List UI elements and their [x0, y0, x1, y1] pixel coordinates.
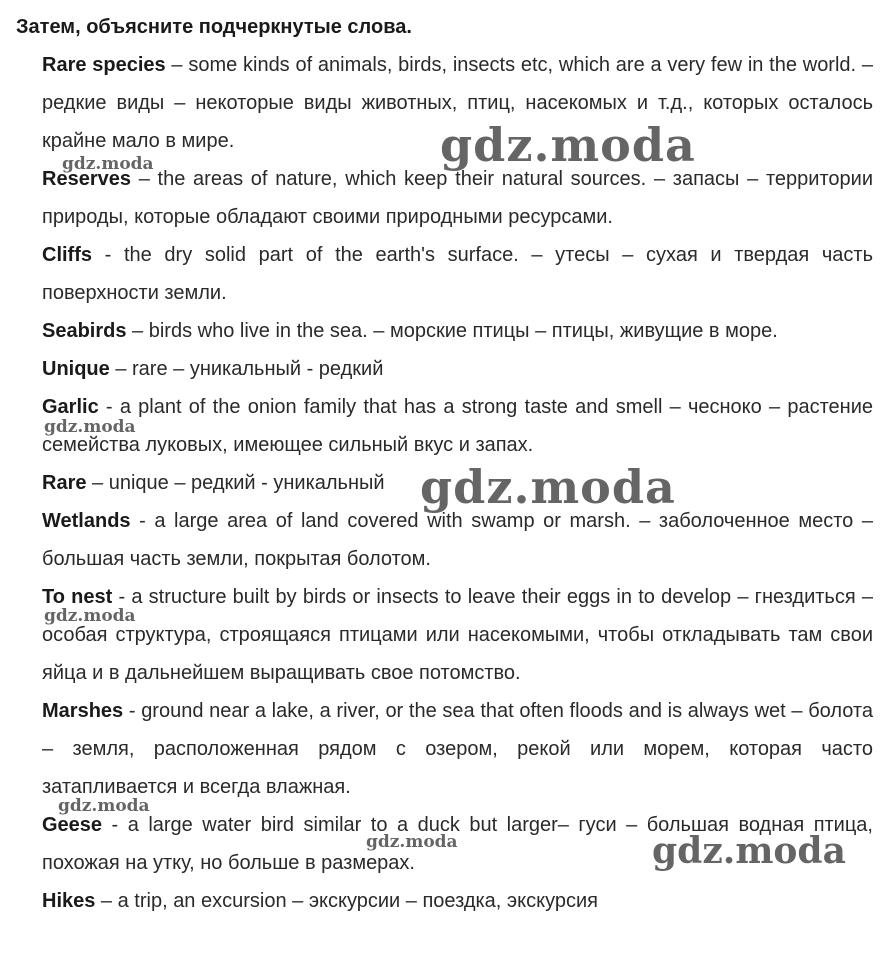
entry-term: Rare — [42, 472, 87, 494]
entry-definition: - a large water bird similar to a duck but larger– гуси – большая водная птица, похожая на утку, но больше в размерах. — [42, 814, 873, 874]
glossary-entry — [42, 160, 873, 236]
entry-definition: - a structure built by birds or insects to leave their eggs in to develop – гнездиться – особая структура, строящаяся птицами или насекомыми, чтобы откладывать там свои яйца и в дальнейшем выращивать свое потомство. — [42, 586, 873, 684]
glossary-entry — [42, 692, 873, 806]
watermark: gdz.moda — [44, 606, 136, 626]
glossary-entry — [42, 464, 873, 502]
entry-definition: – the areas of nature, which keep their natural sources. – запасы – территории природы, которые обладают своими природными ресурсами. — [42, 168, 873, 228]
entry-definition: - the dry solid part of the earth's surface. – утесы – сухая и твердая часть поверхности земли. — [42, 244, 873, 304]
glossary-entry — [42, 806, 873, 882]
entry-definition: – rare – уникальный - редкий — [109, 358, 384, 380]
entry-term: Hikes — [42, 890, 96, 912]
glossary-entry — [42, 578, 873, 692]
entry-definition: – some kinds of animals, birds, insects etc, which are a very few in the world. – редкие виды – некоторые виды животных, птиц, насекомых и т.д., которых осталось крайне мало в мире. — [42, 54, 873, 152]
watermark: gdz.moda — [366, 832, 458, 852]
entry-term: Geese — [42, 814, 103, 836]
glossary-entry — [42, 388, 873, 464]
watermark: gdz.moda — [440, 118, 696, 172]
entry-definition: – unique – редкий - уникальный — [86, 472, 385, 494]
watermark: gdz.moda — [58, 796, 150, 816]
entry-definition: - a plant of the onion family that has a strong taste and smell – чесноко – растение семейства луковых, имеющее сильный вкус и запах. — [42, 396, 873, 456]
entry-term: Reserves — [42, 168, 131, 190]
entry-term: Seabirds — [42, 320, 127, 342]
page-heading: Затем, объясните подчеркнутые слова. — [16, 16, 412, 38]
entry-term: Marshes — [42, 700, 124, 722]
watermark: gdz.moda — [44, 417, 136, 437]
entry-definition: – a trip, an excursion – экскурсии – поездка, экскурсия — [95, 890, 598, 912]
entry-term: Rare species — [42, 54, 166, 76]
glossary-entry — [42, 502, 873, 578]
entry-term: Unique — [42, 358, 110, 380]
entry-term: Wetlands — [42, 510, 131, 532]
glossary-entry — [42, 350, 873, 388]
entry-term: To nest — [42, 586, 113, 608]
watermark: gdz.moda — [62, 154, 154, 174]
entry-definition: – birds who live in the sea. – морские птицы – птицы, живущие в море. — [126, 320, 778, 342]
watermark: gdz.moda — [420, 460, 676, 514]
watermark: gdz.moda — [652, 830, 846, 872]
entry-term: Garlic — [42, 396, 99, 418]
entry-definition: - ground near a lake, a river, or the sea that often floods and is always wet – болота – земля, расположенная рядом с озером, рекой или морем, которая часто затапливается и всегда влажная. — [42, 700, 873, 798]
glossary-entry — [42, 882, 873, 920]
glossary-entry — [42, 236, 873, 312]
glossary-list — [42, 46, 873, 920]
glossary-entry — [42, 46, 873, 160]
glossary-entry — [42, 312, 873, 350]
entry-definition: - a large area of land covered with swamp or marsh. – заболоченное место – большая часть земли, покрытая болотом. — [42, 510, 873, 570]
entry-term: Cliffs — [42, 244, 92, 266]
